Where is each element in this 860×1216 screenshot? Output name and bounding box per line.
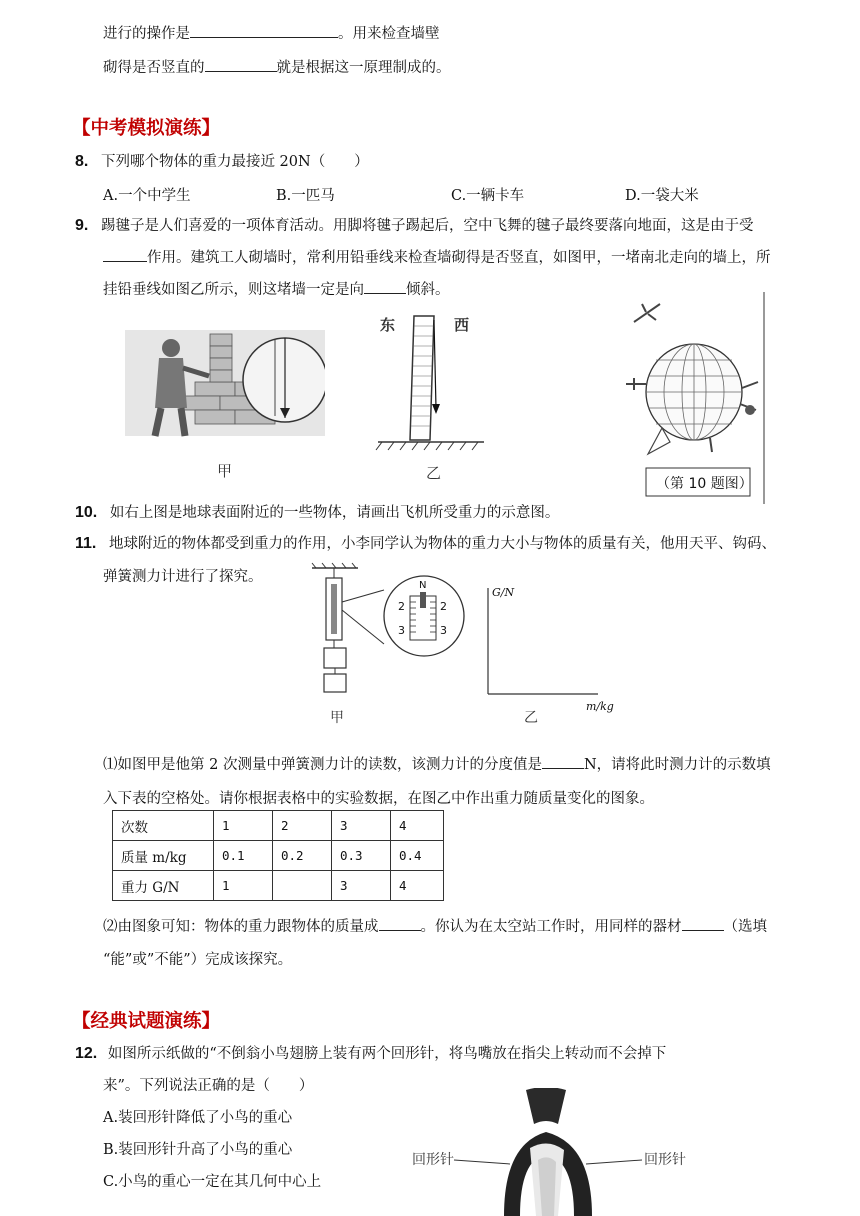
- section-heading-mock: 【中考模拟演练】: [72, 118, 221, 139]
- scale-unit: N: [419, 580, 427, 591]
- table-cell: 次数: [113, 811, 214, 841]
- table-cell: 3: [332, 811, 391, 841]
- question-number: 10.: [75, 504, 98, 521]
- q8-option-d: D.一袋大米: [625, 188, 699, 204]
- q11-part1-line-2: 入下表的空格处。请你根据表格中的实验数据，在图乙中作出重力随质量变化的图象。: [103, 791, 654, 807]
- fig11-label-yi: 乙: [524, 710, 538, 726]
- figure-wall-plumb: [372, 308, 502, 488]
- graph-xlabel: m/kg: [586, 700, 614, 713]
- q11-part1-post: N，请将此时测力计的示数填: [583, 757, 771, 773]
- fig-label-yi: 乙: [426, 464, 442, 482]
- question-number: 8.: [75, 153, 89, 170]
- q12-option-a: A.装回形针降低了小鸟的重心: [103, 1110, 293, 1126]
- top-line1-pre: 进行的操作是: [103, 26, 190, 42]
- answer-blank: [103, 247, 147, 262]
- q10-stem: [75, 501, 559, 522]
- answer-blank: [190, 23, 338, 38]
- q12-line1-text: 如图所示纸做的“不倒翁小鸟翅膀上装有两个回形针，将鸟嘴放在指尖上转动而不会掉下: [107, 1046, 667, 1062]
- table-cell: 0.4: [391, 841, 444, 871]
- answer-blank: [542, 754, 584, 769]
- q8-text: 下列哪个物体的重力最接近 20N（ ）: [100, 154, 369, 170]
- graph-ylabel: G/N: [492, 586, 515, 599]
- figure-balancing-bird: [408, 1088, 698, 1216]
- fig11-label-jia: 甲: [330, 710, 344, 726]
- q10-text: 如右上图是地球表面附近的一些物体，请画出飞机所受重力的示意图。: [109, 505, 560, 521]
- question-number: 9.: [75, 217, 89, 234]
- table-cell: 1: [214, 811, 273, 841]
- q11-part2-mid: 。你认为在太空站工作时，用同样的器材: [420, 919, 682, 935]
- q12-option-b: B.装回形针升高了小鸟的重心: [103, 1142, 293, 1158]
- table-cell: 0.3: [332, 841, 391, 871]
- answer-blank: [682, 916, 724, 931]
- table-row: [113, 841, 444, 871]
- table-cell: 4: [391, 811, 444, 841]
- q11-part2-line-2: “能”或”不能”）完成该探究。: [103, 952, 293, 968]
- q12-option-c: C.小鸟的重心一定在其几何中心上: [103, 1174, 322, 1190]
- table-cell: 质量 m/kg: [113, 841, 214, 871]
- table-cell: 2: [273, 811, 332, 841]
- q12-line-2: 来”。下列说法正确的是（ ）: [103, 1078, 314, 1094]
- top-line2-pre: 砌得是否竖直的: [103, 60, 205, 76]
- q9-line2-text: 作用。建筑工人砌墙时，常利用铅垂线来检查墙砌得是否竖直，如图甲，一堵南北走向的墙上，所: [147, 250, 771, 266]
- scale-mark-2-left: 2: [398, 600, 405, 613]
- q9-line3-pre: 挂铅垂线如图乙所示，则这堵墙一定是向: [103, 282, 364, 298]
- q9-line3-post: 倾斜。: [406, 282, 450, 298]
- top-line-2: [103, 56, 451, 77]
- answer-blank: [364, 279, 406, 294]
- q11-part1-pre: ⑴如图甲是他第 2 次测量中弹簧测力计的读数，该测力计的分度值是: [103, 757, 542, 773]
- paperclip-label-right: 回形针: [644, 1152, 686, 1168]
- label-west: 西: [454, 316, 470, 334]
- table-cell: 4: [391, 871, 444, 901]
- answer-blank: [379, 916, 421, 931]
- q8-option-b: B.一匹马: [276, 188, 335, 204]
- table-cell: 0.2: [273, 841, 332, 871]
- q11-part2-line-1: [103, 915, 767, 936]
- data-table: [112, 810, 444, 901]
- q9-line-1: [75, 214, 753, 235]
- q9-line-2: [103, 246, 771, 267]
- scale-mark-3-right: 3: [440, 624, 447, 637]
- fig-label-jia: 甲: [217, 462, 233, 480]
- answer-blank: [205, 57, 277, 72]
- question-number: 12.: [75, 1045, 98, 1062]
- top-line2-post: 就是根据这一原理制成的。: [276, 60, 451, 76]
- section-heading-classic: 【经典试题演练】: [72, 1011, 221, 1032]
- q8-option-a: A.一个中学生: [103, 188, 191, 204]
- q9-line-3: [103, 278, 450, 299]
- table-row: [113, 871, 444, 901]
- figure-empty-graph: [478, 582, 628, 727]
- table-cell: 0.1: [214, 841, 273, 871]
- label-east: 东: [380, 316, 396, 334]
- q11-line1-text: 地球附近的物体都受到重力的作用，小李同学认为物体的重力大小与物体的质量有关，他用天平、钩码、: [108, 536, 776, 552]
- top-line-1: [103, 22, 440, 43]
- q8-option-c: C.一辆卡车: [451, 188, 525, 204]
- q11-line-2: 弹簧测力计进行了探究。: [103, 569, 263, 585]
- table-cell: 重力 G/N: [113, 871, 214, 901]
- table-cell: 3: [332, 871, 391, 901]
- figure-spring-scale: [306, 562, 476, 727]
- scale-mark-2-right: 2: [440, 600, 447, 613]
- table-cell-empty: [273, 871, 332, 901]
- q11-part1-line-1: [103, 753, 771, 774]
- question-number: 11.: [75, 535, 97, 552]
- q11-part2-post: （选填: [723, 919, 767, 935]
- q9-line1-text: 踢毽子是人们喜爱的一项体育活动。用脚将毽子踢起后，空中飞舞的毽子最终要落向地面，这是由于受: [100, 218, 754, 234]
- top-line1-post: 。用来检查墙壁: [338, 26, 440, 42]
- q11-line-1: [75, 532, 776, 553]
- scale-mark-3-left: 3: [398, 624, 405, 637]
- fig10-caption: （第 10 题图）: [656, 476, 753, 492]
- figure-earth-objects: [612, 292, 768, 504]
- paperclip-label-left: 回形针: [412, 1152, 454, 1168]
- q8-stem: [75, 150, 369, 171]
- figure-worker-plumb: [125, 318, 325, 488]
- table-cell: 1: [214, 871, 273, 901]
- q11-part2-pre: ⑵由图象可知：物体的重力跟物体的质量成: [103, 919, 379, 935]
- q12-line-1: [75, 1042, 666, 1063]
- table-row: [113, 811, 444, 841]
